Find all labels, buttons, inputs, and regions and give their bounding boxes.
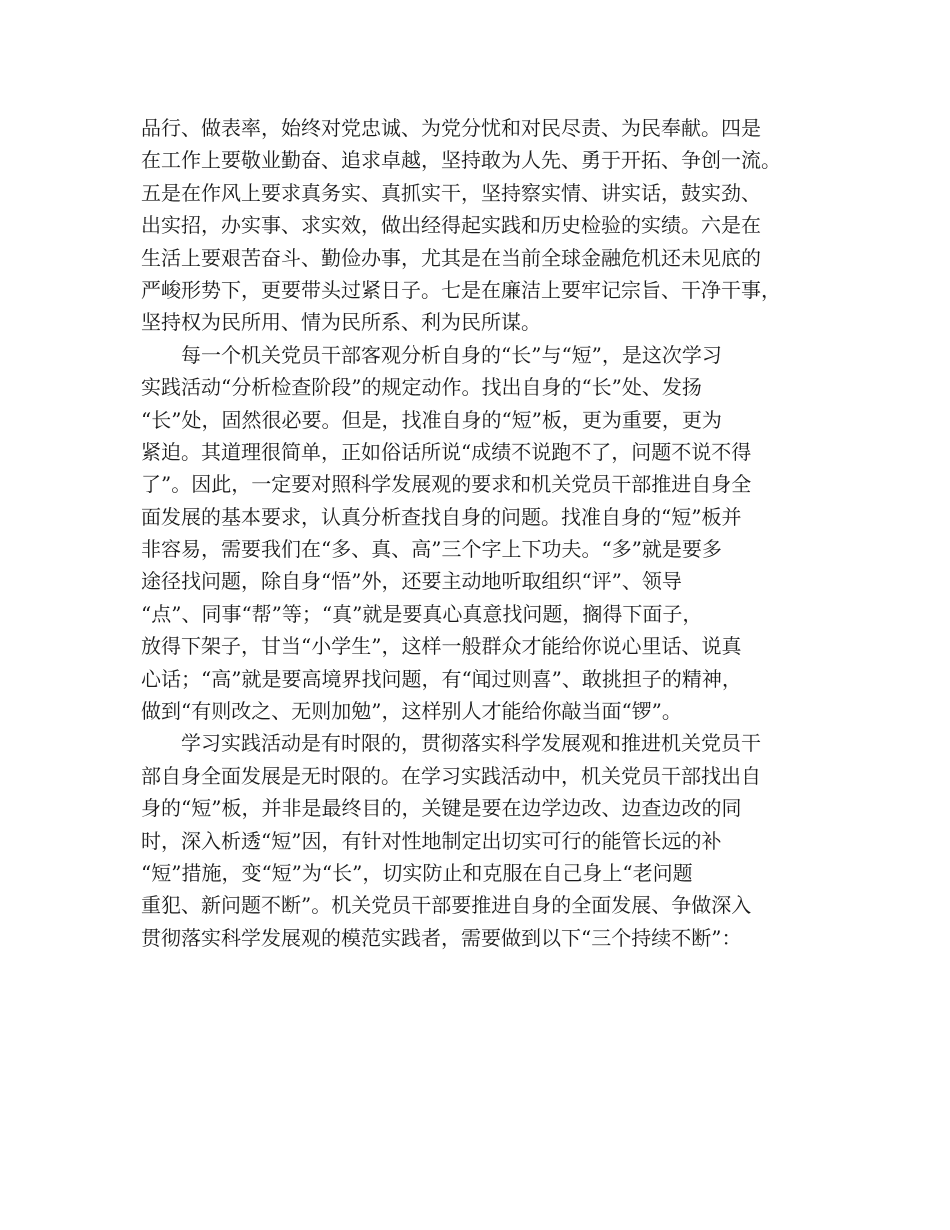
paragraph — [141, 112, 821, 339]
text-line: 严峻形势下，更要带头过紧日子。七是在廉洁上要牢记宗旨、干净干事， — [141, 277, 781, 302]
text-line: 途径找问题，除自身“悟”外，还要主动地听取组织“评”、领导 — [141, 569, 682, 594]
text-line: 贯彻落实科学发展观的模范实践者，需要做到以下“三个持续不断”： — [141, 925, 742, 950]
text-line: 五是在作风上要求真务实、真抓实干，坚持察实情、讲实话，鼓实劲、 — [141, 180, 761, 205]
text-line: 生活上要艰苦奋斗、勤俭办事，尤其是在当前全球金融危机还未见底的 — [141, 245, 761, 270]
text-line: 紧迫。其道理很简单，正如俗话所说“成绩不说跑不了，问题不说不得 — [141, 439, 752, 464]
body-text — [141, 112, 821, 954]
text-line: 在工作上要敬业勤奋、追求卓越，坚持敢为人先、勇于开拓、争创一流。 — [141, 148, 781, 173]
text-line: 学习实践活动是有时限的，贯彻落实科学发展观和推进机关党员干 — [181, 731, 761, 756]
text-line: 身的“短”板，并非是最终目的，关键是要在边学边改、边查边改的同 — [141, 796, 742, 821]
text-line: 了”。因此，一定要对照科学发展观的要求和机关党员干部推进自身全 — [141, 472, 752, 497]
text-line: 时，深入析透“短”因，有针对性地制定出切实可行的能管长远的补 — [141, 828, 722, 853]
paragraph — [141, 339, 821, 728]
text-line: 放得下架子，甘当“小学生”，这样一般群众才能给你说心里话、说真 — [141, 634, 742, 659]
text-line: 重犯、新问题不断”。机关党员干部要推进自身的全面发展、争做深入 — [141, 893, 752, 918]
text-line: 做到“有则改之、无则加勉”，这样别人才能给你敲当面“锣”。 — [141, 699, 682, 724]
paragraph — [141, 727, 821, 954]
text-line: 坚持权为民所用、情为民所系、利为民所谋。 — [141, 310, 541, 335]
text-line: 部自身全面发展是无时限的。在学习实践活动中，机关党员干部找出自 — [141, 763, 761, 788]
text-line: 每一个机关党员干部客观分析自身的“长”与“短”，是这次学习 — [181, 342, 722, 367]
text-line: 实践活动“分析检查阶段”的规定动作。找出自身的“长”处、发扬 — [141, 375, 702, 400]
text-line: 出实招，办实事、求实效，做出经得起实践和历史检验的实绩。六是在 — [141, 213, 761, 238]
text-line: 面发展的基本要求，认真分析查找自身的问题。找准自身的“短”板并 — [141, 504, 742, 529]
text-line: “短”措施，变“短”为“长”，切实防止和克服在自己身上“老问题 — [141, 860, 693, 885]
text-line: 心话；“高”就是要高境界找问题，有“闻过则喜”、敢挑担子的精神， — [141, 666, 742, 691]
text-line: “点”、同事“帮”等；“真”就是要真心真意找问题，搁得下面子， — [141, 601, 703, 626]
text-line: 品行、做表率，始终对党忠诚、为党分忧和对民尽责、为民奉献。四是 — [141, 116, 761, 140]
text-line: 非容易，需要我们在“多、真、高”三个字上下功夫。“多”就是要多 — [141, 537, 722, 562]
text-line: “长”处，固然很必要。但是，找准自身的“短”板，更为重要，更为 — [141, 407, 722, 432]
